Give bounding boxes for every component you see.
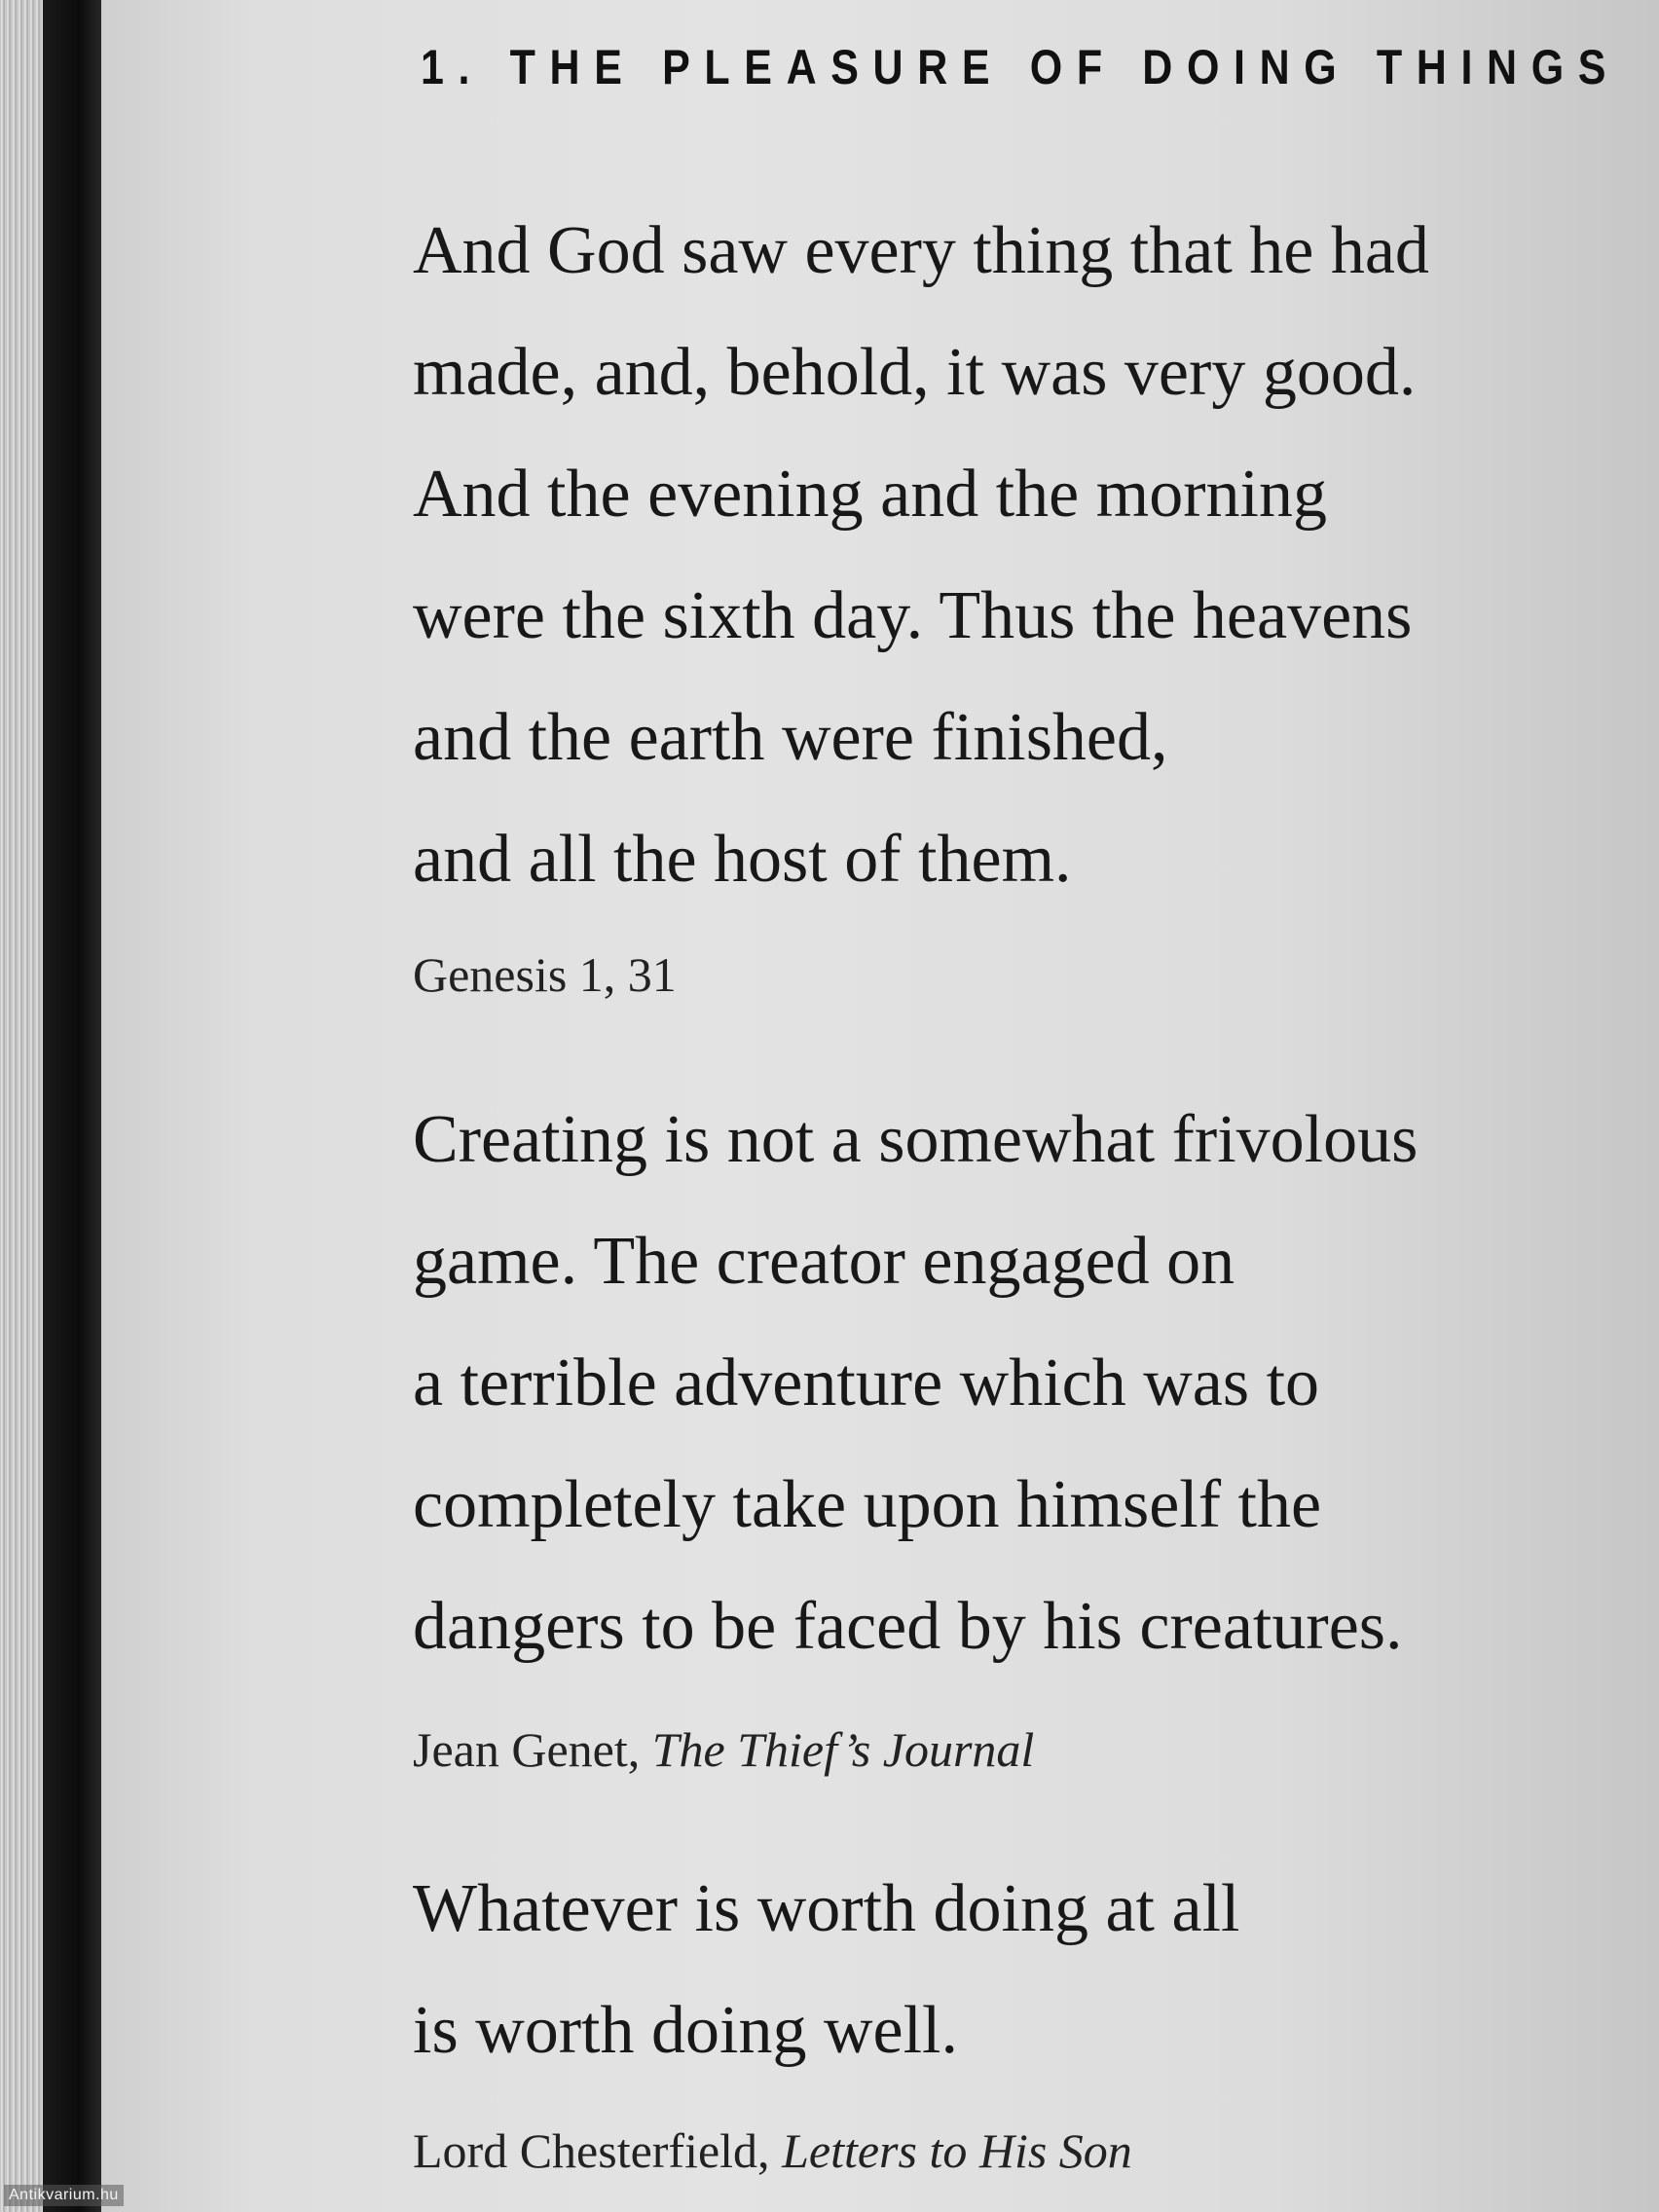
- book-page: [101, 0, 1659, 2212]
- watermark-text: Antikvarium.hu: [4, 2185, 124, 2206]
- quote-genesis: And God saw every thing that he had made, and, behold, it was very good. And the evening and the morning were the sixth day. Thus the heavens and the earth were finished, and all the host of them.: [413, 213, 1429, 897]
- attribution-genesis: [413, 946, 677, 1003]
- attribution-work: Letters to His Son: [782, 2123, 1132, 2178]
- quote-chesterfield: Whatever is worth doing at all is worth doing well.: [413, 1871, 1240, 2068]
- attribution-author: Genesis 1, 31: [413, 947, 677, 1002]
- attribution-author: Jean Genet,: [413, 1722, 652, 1777]
- quote-genet: Creating is not a somewhat frivolous game. The creator engaged on a terrible adventure which was to completely take upon himself the dangers to be faced by his creatures.: [413, 1102, 1419, 1664]
- attribution-work: The Thief’s Journal: [651, 1722, 1035, 1777]
- attribution-chesterfield: [413, 2122, 1132, 2179]
- chapter-heading: 1. THE PLEASURE OF DOING THINGS: [421, 40, 1621, 94]
- attribution-genet: [413, 1721, 1034, 1778]
- attribution-author: Lord Chesterfield,: [413, 2123, 783, 2178]
- book-spine: [43, 0, 103, 2212]
